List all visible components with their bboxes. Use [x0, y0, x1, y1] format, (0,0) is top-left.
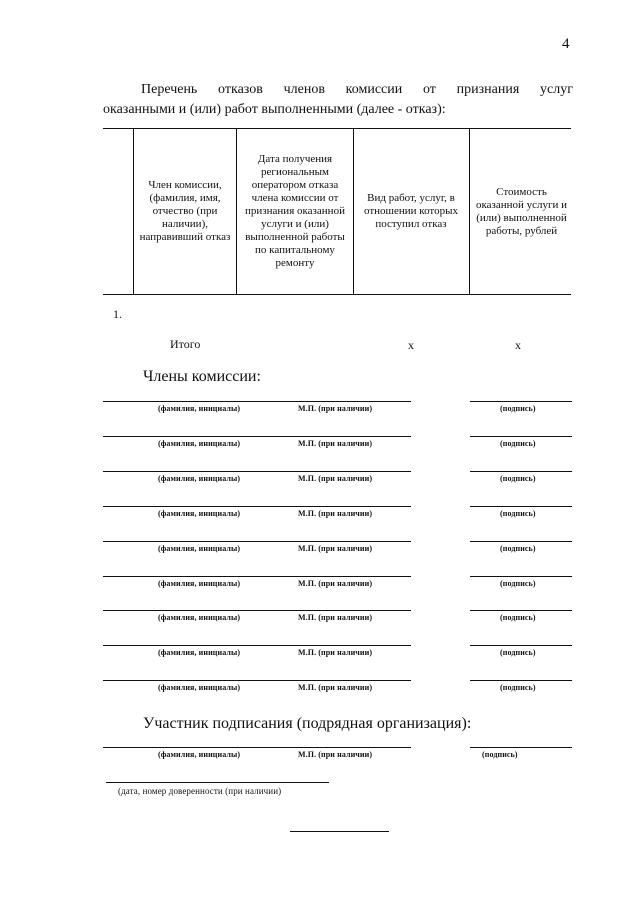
- member-stamp-caption: М.П. (при наличии): [298, 683, 373, 692]
- member-name-line: [103, 401, 411, 402]
- column-divider: [353, 129, 354, 294]
- member-name-line: [103, 610, 411, 611]
- participant-name-caption: (фамилия, инициалы): [158, 750, 241, 759]
- member-name-line: [103, 680, 411, 681]
- member-signature-line: [470, 506, 572, 507]
- column-divider: [469, 129, 470, 294]
- member-name-caption: (фамилия, инициалы): [158, 509, 241, 518]
- member-signature-line: [470, 436, 572, 437]
- participant-stamp-caption: М.П. (при наличии): [298, 750, 373, 759]
- column-header-work-type: Вид работ, услуг, в отношении которых поступил отказ: [363, 192, 458, 230]
- member-signature-caption: (подпись): [500, 683, 536, 692]
- member-stamp-caption: М.П. (при наличии): [298, 544, 373, 553]
- column-header-number: [103, 129, 133, 294]
- column-header-date: Дата получения региональным оператором отказа члена комиссии от признания оказанной услуги и (или) выполненной работы по капитальному ремонту: [245, 153, 345, 269]
- participant-name-line: [103, 747, 411, 748]
- column-divider: [133, 129, 134, 294]
- members-title: Члены комиссии:: [143, 368, 261, 385]
- total-label: Итого: [170, 337, 201, 351]
- member-signature-caption: (подпись): [500, 509, 536, 518]
- member-name-line: [103, 471, 411, 472]
- column-divider: [236, 129, 237, 294]
- member-name-line: [103, 541, 411, 542]
- member-stamp-caption: М.П. (при наличии): [298, 648, 373, 657]
- refusals-table-header: [103, 128, 571, 295]
- participant-title: Участник подписания (подрядная организация):: [143, 715, 472, 732]
- member-signature-caption: (подпись): [500, 474, 536, 483]
- member-signature-caption: (подпись): [500, 648, 536, 657]
- member-name-caption: (фамилия, инициалы): [158, 648, 241, 657]
- member-name-caption: (фамилия, инициалы): [158, 683, 241, 692]
- participant-signature-caption: (подпись): [482, 750, 518, 759]
- power-of-attorney-line: [106, 782, 329, 783]
- member-stamp-caption: М.П. (при наличии): [298, 439, 373, 448]
- member-signature-line: [470, 471, 572, 472]
- member-stamp-caption: М.П. (при наличии): [298, 579, 373, 588]
- list-heading: [103, 80, 573, 120]
- participant-signature-line: [470, 747, 572, 748]
- member-stamp-caption: М.П. (при наличии): [298, 474, 373, 483]
- member-name-caption: (фамилия, инициалы): [158, 613, 241, 622]
- member-name-caption: (фамилия, инициалы): [158, 474, 241, 483]
- member-signature-caption: (подпись): [500, 439, 536, 448]
- member-signature-line: [470, 401, 572, 402]
- member-name-caption: (фамилия, инициалы): [158, 579, 241, 588]
- member-signature-line: [470, 680, 572, 681]
- member-signature-caption: (подпись): [500, 404, 536, 413]
- member-name-line: [103, 506, 411, 507]
- heading-line-2: оказанными и (или) работ выполненными (далее - отказ):: [103, 102, 446, 117]
- member-signature-caption: (подпись): [500, 579, 536, 588]
- member-signature-line: [470, 541, 572, 542]
- row-number: 1.: [113, 307, 122, 321]
- member-name-line: [103, 436, 411, 437]
- page-number: 4: [562, 36, 570, 52]
- heading-line-1: Перечень отказов членов комиссии от признания услуг: [141, 82, 573, 97]
- member-stamp-caption: М.П. (при наличии): [298, 404, 373, 413]
- member-name-line: [103, 576, 411, 577]
- member-signature-caption: (подпись): [500, 544, 536, 553]
- member-stamp-caption: М.П. (при наличии): [298, 509, 373, 518]
- end-rule: [290, 831, 389, 832]
- member-name-caption: (фамилия, инициалы): [158, 404, 241, 413]
- power-of-attorney-caption: (дата, номер доверенности (при наличии): [118, 786, 282, 796]
- member-signature-line: [470, 645, 572, 646]
- member-signature-line: [470, 610, 572, 611]
- member-name-line: [103, 645, 411, 646]
- total-work-type-cross: x: [408, 338, 414, 352]
- member-signature-caption: (подпись): [500, 613, 536, 622]
- total-cost-cross: x: [515, 338, 521, 352]
- column-header-cost: Стоимость оказанной услуги и (или) выполненной работы, рублей: [475, 185, 568, 237]
- member-name-caption: (фамилия, инициалы): [158, 439, 241, 448]
- column-header-member: Член комиссии, (фамилия, имя, отчество (при наличии), направивший отказ: [139, 179, 231, 243]
- member-stamp-caption: М.П. (при наличии): [298, 613, 373, 622]
- member-name-caption: (фамилия, инициалы): [158, 544, 241, 553]
- member-signature-line: [470, 576, 572, 577]
